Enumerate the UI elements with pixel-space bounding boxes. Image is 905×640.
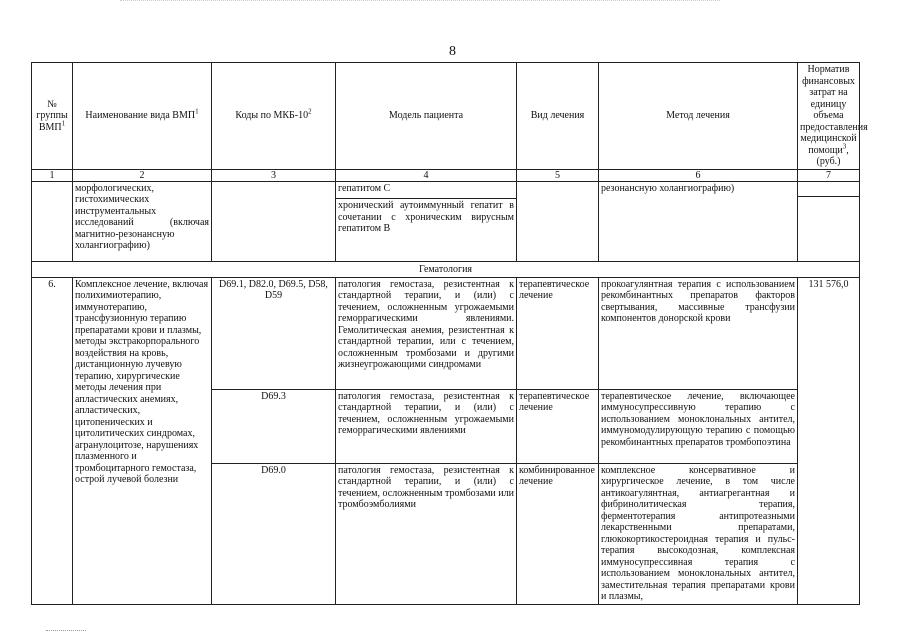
header-group-no: № группы ВМП$^1$ <box>32 63 73 170</box>
column-number: 4 <box>336 169 517 181</box>
continuation-row <box>32 181 860 261</box>
row-treatment-type: терапевтическое лечение <box>517 389 599 463</box>
column-number: 6 <box>599 169 798 181</box>
column-number: 1 <box>32 169 73 181</box>
header-cost-norm: Норматив финансовых затрат на единицу объема предоставления медицинской помощи$^3$, (руб.) <box>798 63 860 170</box>
header-vmp-name: Наименование вида ВМП$^1$ <box>73 63 212 170</box>
header-patient-model: Модель пациента <box>336 63 517 170</box>
cont-vmp-name: морфологических, гистохимических инструментальных исследований (включая магнитно-резонансную холангиографию) <box>73 181 212 261</box>
row-treatment-method: терапевтическое лечение, включающее иммуносупрессивную терапию с использованием моноклональных антител, иммуномодулирующую терапию с помощью рекомбинантных препаратов тромбопоэтина <box>599 389 798 463</box>
row-icd-codes: D69.0 <box>212 463 336 604</box>
cont-model-b: хронический аутоиммунный гепатит в сочетании с хроническим вирусным гепатитом В <box>338 200 514 234</box>
row-icd-codes: D69.3 <box>212 389 336 463</box>
row-treatment-method: прокоагулянтная терапия с использованием рекомбинантных препаратов факторов свертывания, массивные трансфузии компонентов донорской крови <box>599 277 798 389</box>
column-number: 2 <box>73 169 212 181</box>
cont-patient-model <box>336 181 517 261</box>
group-number: 6. <box>32 277 73 604</box>
header-treatment-method: Метод лечения <box>599 63 798 170</box>
row-patient-model: патология гемостаза, резистентная к стандартной терапии, и (или) с течением, осложненным угрожаемыми геморрагическими явлениями <box>336 389 517 463</box>
column-number-row <box>32 169 860 181</box>
group-cost-norm: 131 576,0 <box>798 277 860 604</box>
column-number: 5 <box>517 169 599 181</box>
header-row <box>32 63 860 170</box>
scan-edge-marks <box>46 630 86 631</box>
column-number: 3 <box>212 169 336 181</box>
section-title: Гематология <box>32 261 860 277</box>
header-icd-codes: Коды по МКБ-$10^2$ <box>212 63 336 170</box>
row-patient-model: патология гемостаза, резистентная к стандартной терапии, и (или) с течением, осложненным тромбозами или тромбоэмболиями <box>336 463 517 604</box>
row-patient-model: патология гемостаза, резистентная к стандартной терапии, и (или) с течением, осложненным угрожаемыми геморрагическими явлениями. Гемолитическая анемия, резистентная к стандартной терапии, или с течением, осложненным тромбозами и другими жизнеугрожающими синдромами <box>336 277 517 389</box>
page-number: 8 <box>449 44 456 59</box>
header-treatment-type: Вид лечения <box>517 63 599 170</box>
column-number: 7 <box>798 169 860 181</box>
section-row <box>32 261 860 277</box>
row-icd-codes: D69.1, D82.0, D69.5, D58, D59 <box>212 277 336 389</box>
group-row <box>32 277 860 389</box>
vmp-table <box>31 62 868 605</box>
cont-model-a: гепатитом С <box>338 182 391 194</box>
row-treatment-method: комплексное консервативное и хирургическое лечение, в том числе антикоагулянтная, антиагрегантная и фибринолитическая терапия, ферментотерапия антипротеазными лекарственными препаратами, глюкокортикостероидная терапия и пульс-терапия высокодозная, комплексная иммуносупрессивная терапия с использованием моноклональных антител, заместительная терапия препаратами крови и плазмы, <box>599 463 798 604</box>
cont-method: резонансную холангиографию) <box>599 181 798 261</box>
scan-edge-marks <box>120 0 720 1</box>
group-vmp-name: Комплексное лечение, включая полихимиотерапию, иммунотерапию, трансфузионную терапию препаратами крови и плазмы, методы экстракорпорального воздействия на кровь, дистанционную лучевую терапию, хирургические методы лечения при апластических анемиях, апластических, цитопенических и цитолитических синдромах, агранулоцитозе, нарушениях плазменного и тромбоцитарного гемостаза, острой лучевой болезни <box>73 277 212 604</box>
row-treatment-type: комбинированное лечение <box>517 463 599 604</box>
row-treatment-type: терапевтическое лечение <box>517 277 599 389</box>
